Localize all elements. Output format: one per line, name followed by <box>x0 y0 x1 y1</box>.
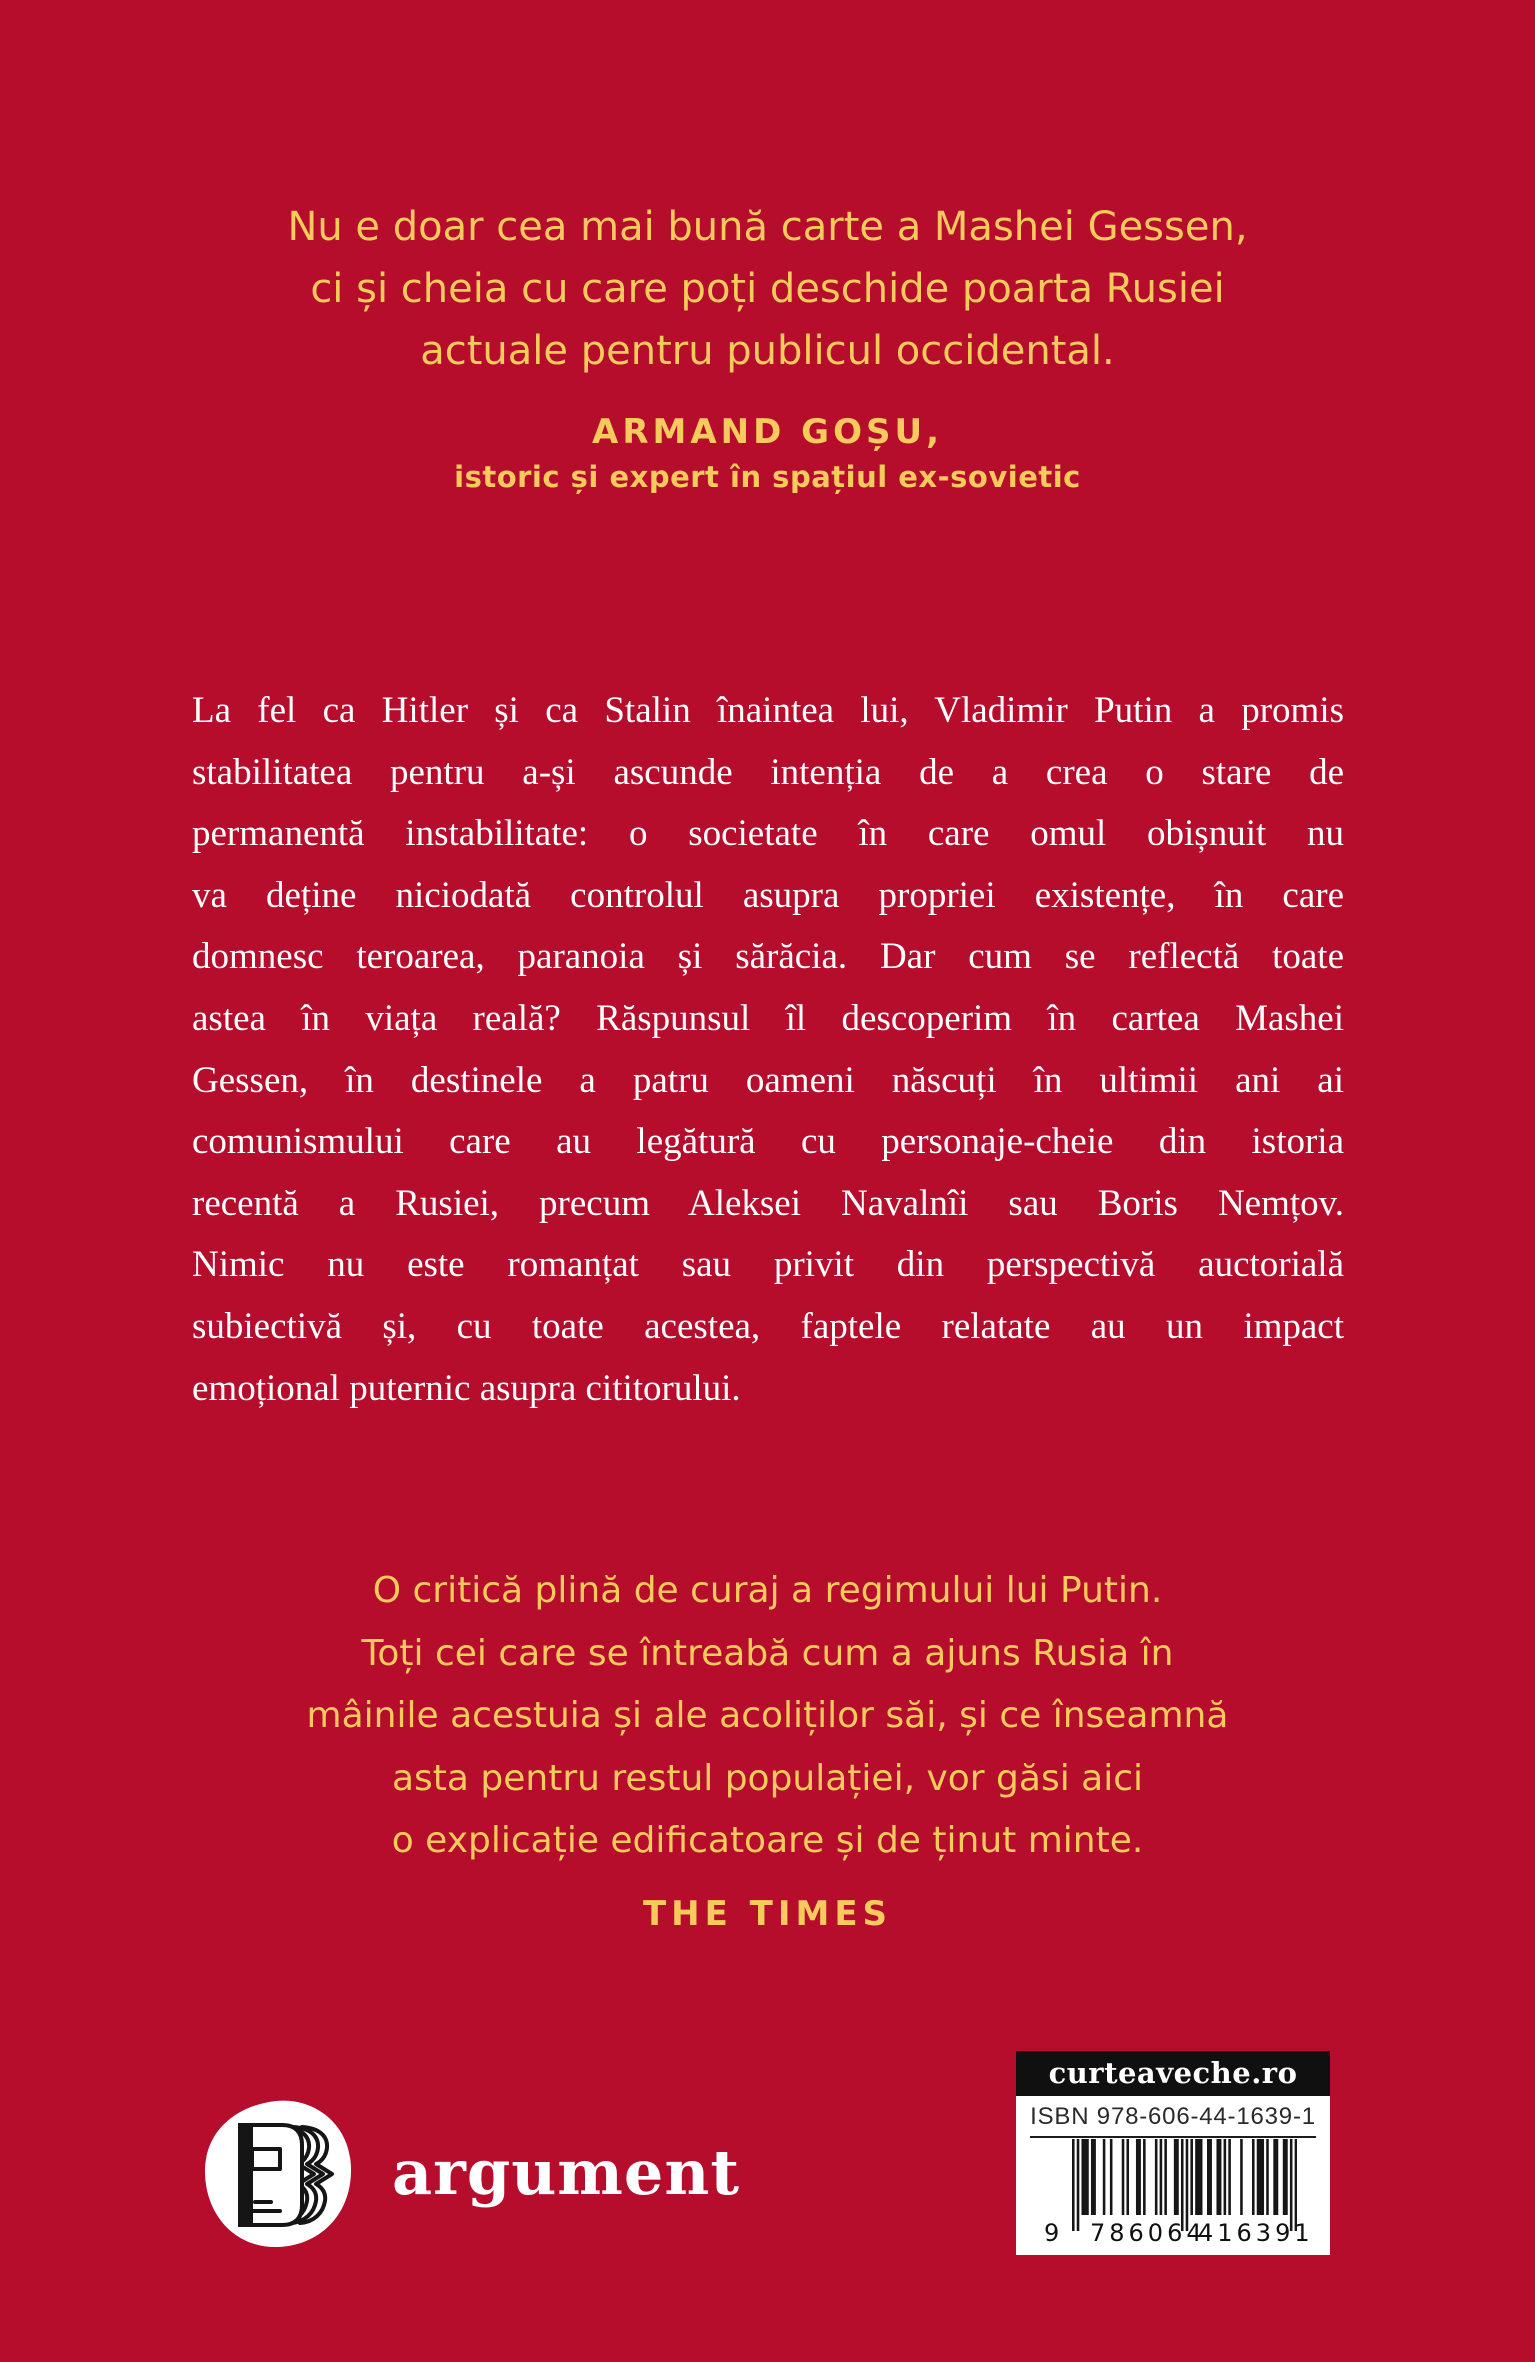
publisher-logo <box>198 2094 358 2254</box>
top-quote-author: ARMAND GOȘU, <box>592 412 943 452</box>
ean13-digit-right: 416391 <box>1198 2219 1314 2247</box>
top-quote-line: ci și cheia cu care poți deschide poarta Rusiei <box>310 266 1225 312</box>
synopsis-line: La fel ca Hitler și ca Stalin înaintea lui, Vladimir Putin a promis <box>192 690 1344 731</box>
synopsis-line: comunismului care au legătură cu personaje-cheie din istoria <box>192 1121 1344 1163</box>
synopsis-paragraph <box>192 680 1344 1419</box>
synopsis-line: permanentă instabilitate: o societate în care omul obișnuit nu <box>192 813 1344 855</box>
bottom-quote <box>0 1560 1535 1873</box>
bottom-quote-source: THE TIMES <box>642 1894 893 1934</box>
book-pages-icon <box>198 2094 358 2254</box>
ean13-digit-left: 786064 <box>1090 2219 1206 2247</box>
bottom-quote-line: O critică plină de curaj a regimului lui Putin. <box>372 1570 1163 1611</box>
publisher-site-label: curteaveche.ro <box>1016 2051 1330 2096</box>
synopsis-line: recentă a Rusiei, precum Aleksei Navalnîi sau Boris Nemțov. <box>192 1182 1344 1224</box>
isbn-divider <box>1030 2136 1316 2138</box>
bottom-quote-line: mâinile acestuia și ale acoliților săi, și ce înseamnă <box>306 1695 1229 1736</box>
synopsis-line: domnesc teroarea, paranoia și sărăcia. Dar cum se reflectă toate <box>192 936 1344 978</box>
synopsis-line: subiectivă și, cu toate acestea, faptele relatate au un impact <box>192 1305 1344 1347</box>
top-quote <box>0 196 1535 382</box>
synopsis-line: Nimic nu este romanțat sau privit din perspectivă auctorială <box>192 1244 1344 1286</box>
bottom-quote-line: Toți cei care se întreabă cum a ajuns Rusia în <box>361 1632 1174 1674</box>
synopsis-line: va deține niciodată controlul asupra propriei existențe, în care <box>192 874 1344 916</box>
ean13-digit-lead: 9 <box>1044 2219 1060 2247</box>
top-quote-line: actuale pentru publicul occidental. <box>420 328 1115 374</box>
ean13-barcode <box>1072 2139 1297 2231</box>
publisher-wordmark: argument <box>392 2136 741 2209</box>
synopsis-line: Gessen, în destinele a patru oameni născuți în ultimii ani ai <box>192 1059 1344 1101</box>
synopsis-line: stabilitatea pentru a-și ascunde intenția de a crea o stare de <box>192 751 1344 793</box>
bottom-quote-line: o explicație edificatoare și de ținut minte. <box>391 1820 1144 1861</box>
synopsis-line: emoțional puternic asupra cititorului. <box>192 1367 741 1409</box>
top-quote-author-role: istoric și expert în spațiul ex-sovietic <box>454 460 1081 494</box>
bottom-quote-line: asta pentru restul populației, vor găsi aici <box>391 1757 1144 1799</box>
synopsis-line: astea în viața reală? Răspunsul îl descoperim în cartea Mashei <box>192 997 1344 1039</box>
top-quote-line: Nu e doar cea mai bună carte a Mashei Gessen, <box>287 204 1248 250</box>
barcode-panel <box>1016 2051 1330 2255</box>
isbn-label: ISBN 978-606-44-1639-1 <box>1030 2103 1316 2130</box>
